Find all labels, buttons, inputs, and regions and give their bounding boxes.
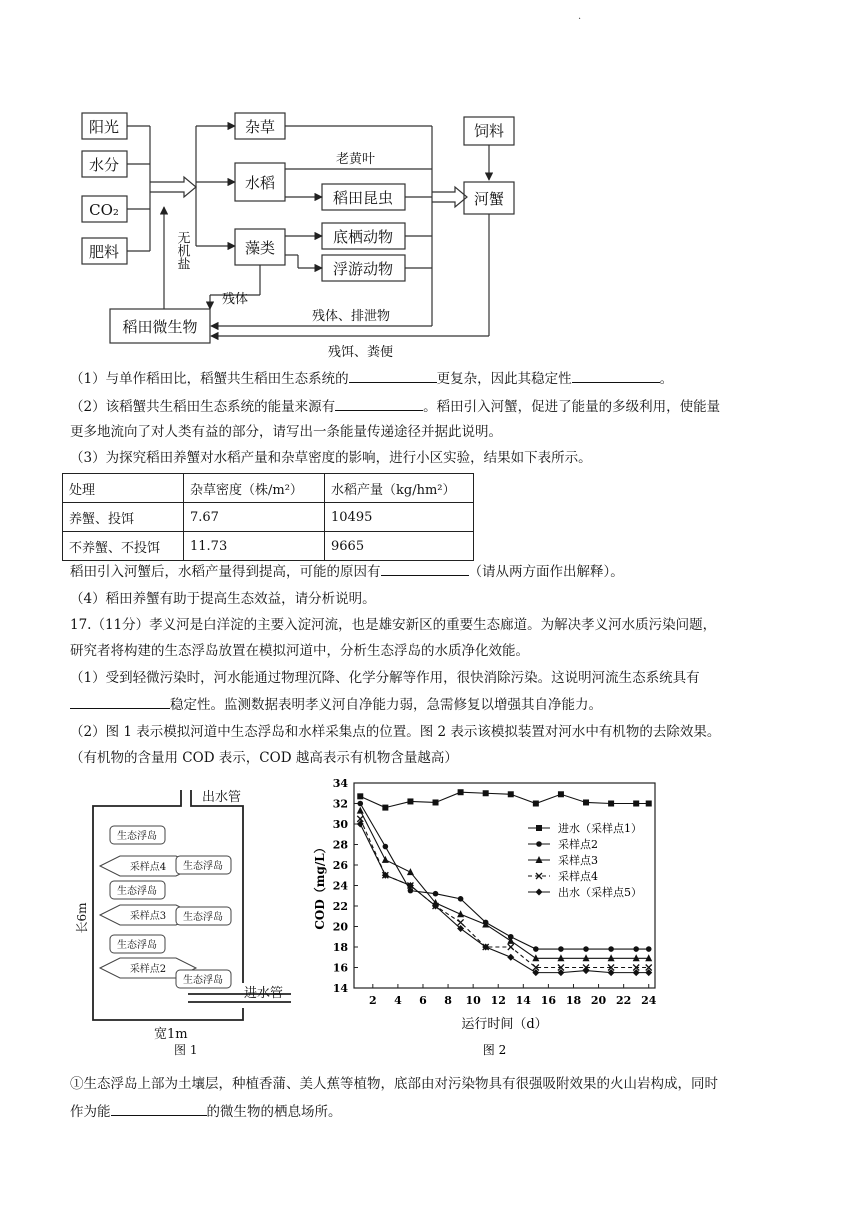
consumer-plankton: 浮游动物 bbox=[332, 260, 394, 278]
header-dot: · bbox=[578, 14, 582, 25]
answer-blank-17-1[interactable] bbox=[70, 694, 170, 709]
data-point bbox=[433, 891, 439, 897]
legend-marker bbox=[536, 825, 542, 831]
island-label: 生态浮岛 bbox=[183, 912, 223, 923]
q2-text-a: （2）该稻蟹共生稻田生态系统的能量来源有 bbox=[70, 399, 336, 415]
input-water: 水分 bbox=[88, 156, 120, 174]
table-cell: 9665 bbox=[325, 532, 474, 561]
figure-2-cod-chart bbox=[310, 768, 670, 1058]
data-point bbox=[533, 801, 539, 807]
sample-point-2: 采样点2 bbox=[129, 964, 167, 975]
data-point bbox=[458, 896, 464, 902]
data-point bbox=[507, 954, 514, 961]
sample-point-3: 采样点3 bbox=[129, 911, 167, 922]
data-point bbox=[558, 946, 564, 952]
figure-2-caption: 图 2 bbox=[482, 1043, 507, 1057]
question-3-answer bbox=[70, 561, 624, 582]
q3-text-b: 稻田引入河蟹后，水稻产量得到提高，可能的原因有 bbox=[70, 564, 381, 580]
data-point bbox=[633, 946, 639, 952]
data-point bbox=[646, 801, 652, 807]
results-table bbox=[62, 473, 474, 561]
island-label: 生态浮岛 bbox=[183, 861, 223, 872]
x-tick-label: 12 bbox=[490, 994, 506, 1007]
sample-point-4: 采样点4 bbox=[129, 862, 167, 873]
table-header-cell: 杂草密度（株/m²） bbox=[184, 474, 325, 503]
data-point bbox=[382, 805, 388, 811]
crab-label: 河蟹 bbox=[473, 190, 505, 208]
answer-blank-1a[interactable] bbox=[349, 368, 437, 383]
x-tick-label: 18 bbox=[565, 994, 582, 1007]
data-point bbox=[508, 944, 514, 950]
data-point bbox=[583, 967, 590, 974]
y-tick-label: 30 bbox=[332, 818, 348, 831]
question-1 bbox=[70, 368, 673, 389]
q2-text-b: 。稻田引入河蟹，促进了能量的多级利用，使能量 bbox=[423, 399, 721, 415]
y-tick-label: 14 bbox=[332, 982, 348, 995]
x-axis-label: 运行时间（d） bbox=[461, 1017, 548, 1032]
question-17-2: （2）图 1 表示模拟河道中生态浮岛和水样采集点的位置。图 2 表示该模拟装置对河水中有机物的去除效果。 bbox=[70, 724, 721, 740]
producer-rice: 水稻 bbox=[244, 174, 276, 192]
input-fertilizer: 肥料 bbox=[88, 243, 120, 261]
x-tick-label: 10 bbox=[465, 994, 481, 1007]
input-sunlight: 阳光 bbox=[88, 118, 120, 136]
table-header-cell: 处理 bbox=[63, 474, 184, 503]
feed-label: 饲料 bbox=[473, 122, 505, 140]
table-cell: 7.67 bbox=[184, 503, 325, 532]
y-tick-label: 20 bbox=[332, 920, 348, 934]
length-label: 长6m bbox=[75, 902, 89, 934]
y-tick-label: 16 bbox=[332, 961, 348, 975]
question-2 bbox=[70, 396, 720, 417]
figure-1-channel bbox=[68, 768, 298, 1058]
data-point bbox=[458, 919, 464, 925]
x-tick-label: 20 bbox=[590, 994, 607, 1007]
question-17-3: ①生态浮岛上部为土壤层，种植香蒲、美人蕉等植物，底部由对污染物具有很强吸附效果的火山岩构成，同时 bbox=[70, 1076, 718, 1092]
data-point bbox=[458, 789, 464, 795]
x-tick-label: 2 bbox=[368, 994, 377, 1007]
label-inorganic-salts: 无机盐 bbox=[174, 231, 190, 270]
producer-algae: 藻类 bbox=[244, 239, 276, 257]
producer-weeds: 杂草 bbox=[244, 118, 276, 136]
data-point bbox=[357, 793, 363, 799]
data-point bbox=[646, 946, 652, 952]
outlet-pipe-label: 出水管 bbox=[202, 790, 242, 805]
answer-blank-2[interactable] bbox=[335, 396, 423, 411]
question-4: （4）稻田养蟹有助于提高生态效益，请分析说明。 bbox=[70, 591, 376, 607]
y-tick-label: 28 bbox=[332, 838, 348, 852]
data-point bbox=[407, 868, 414, 875]
label-residue: 残体 bbox=[222, 292, 249, 307]
data-point bbox=[558, 791, 564, 797]
data-point bbox=[533, 946, 539, 952]
answer-blank-1b[interactable] bbox=[572, 368, 660, 383]
data-point bbox=[357, 801, 363, 807]
legend-marker bbox=[536, 841, 542, 847]
data-point bbox=[608, 801, 614, 807]
data-point bbox=[382, 856, 389, 863]
y-tick-label: 18 bbox=[332, 941, 348, 954]
question-17-2-cont: （有机物的含量用 COD 表示，COD 越高表示有机物含量越高） bbox=[70, 750, 458, 766]
label-bait-feces: 残饵、粪便 bbox=[328, 345, 394, 360]
island-label: 生态浮岛 bbox=[117, 940, 157, 951]
legend-label: 进水（采样点1） bbox=[558, 822, 642, 835]
x-tick-label: 14 bbox=[515, 994, 531, 1007]
table-row bbox=[63, 503, 474, 532]
q3-text-c: （请从两方面作出解释）。 bbox=[468, 564, 624, 580]
data-point bbox=[483, 790, 489, 796]
data-point bbox=[433, 799, 439, 805]
island-label: 生态浮岛 bbox=[183, 975, 223, 986]
x-tick-label: 16 bbox=[540, 994, 557, 1007]
data-point bbox=[633, 801, 639, 807]
data-point bbox=[383, 844, 389, 850]
question-17-1: （1）受到轻微污染时，河水能通过物理沉降、化学分解等作用，很快消除污染。这说明河流生态系统具有 bbox=[70, 670, 700, 686]
microbe-label: 稻田微生物 bbox=[122, 318, 198, 336]
series-line-1 bbox=[360, 792, 648, 807]
x-tick-label: 22 bbox=[615, 994, 632, 1007]
q17-1-text-b: 稳定性。监测数据表明孝义河自净能力弱，急需修复以增强其自净能力。 bbox=[170, 697, 602, 713]
y-axis-label: COD（mg/L） bbox=[313, 841, 327, 930]
input-co2: CO₂ bbox=[89, 201, 119, 219]
consumer-benthic: 底栖动物 bbox=[332, 228, 394, 246]
y-tick-label: 22 bbox=[332, 900, 348, 913]
question-17-cont: 研究者将构建的生态浮岛放置在模拟河道中，分析生态浮岛的水质净化效能。 bbox=[70, 643, 529, 659]
q1-text-a: （1）与单作稻田比，稻蟹共生稻田生态系统的 bbox=[70, 371, 349, 387]
legend-marker bbox=[536, 889, 543, 896]
x-tick-label: 6 bbox=[419, 994, 427, 1007]
table-cell: 10495 bbox=[325, 503, 474, 532]
question-2-cont: 更多地流向了对人类有益的部分，请写出一条能量传递途径并据此说明。 bbox=[70, 424, 502, 440]
table-cell: 养蟹、投饵 bbox=[63, 503, 184, 532]
y-tick-label: 24 bbox=[332, 879, 348, 893]
q17-3-text-c: 的微生物的栖息场所。 bbox=[206, 1104, 342, 1120]
question-17-3-cont bbox=[70, 1101, 342, 1122]
data-point bbox=[508, 791, 514, 797]
table-cell: 11.73 bbox=[184, 532, 325, 561]
x-tick-label: 24 bbox=[641, 994, 657, 1007]
island-label: 生态浮岛 bbox=[117, 886, 157, 897]
y-tick-label: 34 bbox=[332, 777, 348, 790]
legend-label: 采样点2 bbox=[558, 838, 598, 851]
y-tick-label: 26 bbox=[332, 859, 348, 872]
question-17: 17.（11分）孝义河是白洋淀的主要入淀河流，也是雄安新区的重要生态廊道。为解决孝义河水质污染问题， bbox=[70, 617, 717, 633]
food-web-diagram bbox=[70, 105, 630, 360]
question-17-1-cont bbox=[70, 694, 602, 715]
table-header-cell: 水稻产量（kg/hm²） bbox=[325, 474, 474, 503]
answer-blank-17-3[interactable] bbox=[111, 1101, 207, 1116]
island-label: 生态浮岛 bbox=[117, 831, 157, 842]
table-header-row bbox=[63, 474, 474, 503]
consumer-insects: 稻田昆虫 bbox=[332, 189, 394, 207]
question-3: （3）为探究稻田养蟹对水稻产量和杂草密度的影响，进行小区实验，结果如下表所示。 bbox=[70, 450, 592, 466]
figure-1-caption: 图 1 bbox=[174, 1043, 198, 1057]
data-point bbox=[583, 799, 589, 805]
legend-label: 出水（采样点5） bbox=[558, 886, 642, 899]
legend-label: 采样点4 bbox=[558, 870, 598, 883]
table-row bbox=[63, 532, 474, 561]
label-old-leaves: 老黄叶 bbox=[336, 152, 376, 167]
inlet-pipe-label: 进水管 bbox=[244, 986, 284, 1001]
q1-text-b: 更复杂，因此其稳定性 bbox=[436, 371, 572, 387]
table-cell: 不养蟹、不投饵 bbox=[63, 532, 184, 561]
answer-blank-3[interactable] bbox=[381, 561, 469, 576]
q1-text-c: 。 bbox=[659, 371, 674, 387]
width-label: 宽1m bbox=[154, 1027, 188, 1042]
q17-3-text-b: 作为能 bbox=[70, 1104, 111, 1120]
data-point bbox=[583, 946, 589, 952]
x-tick-label: 8 bbox=[444, 994, 452, 1007]
x-tick-label: 4 bbox=[394, 994, 402, 1007]
legend-label: 采样点3 bbox=[558, 854, 598, 867]
data-point bbox=[407, 798, 413, 804]
y-tick-label: 32 bbox=[332, 797, 348, 811]
label-residue-excreta: 残体、排泄物 bbox=[312, 309, 391, 324]
data-point bbox=[608, 946, 614, 952]
